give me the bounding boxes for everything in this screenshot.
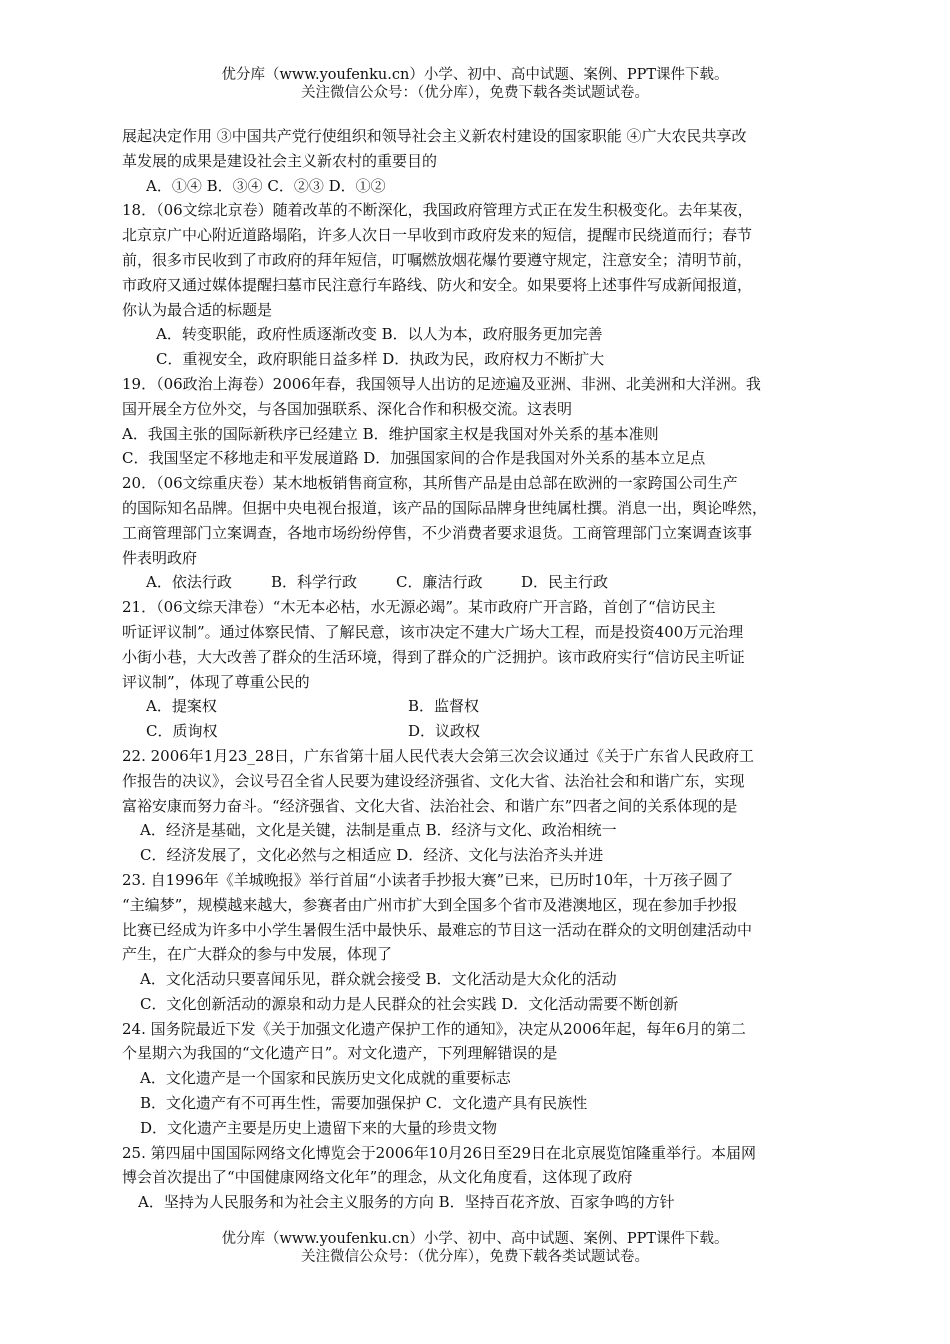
footer-line-1: 优分库（www.youfenku.cn）小学、初中、高中试题、案例、PPT课件下载。 <box>221 1231 729 1247</box>
question-23-line: 产生，在广大群众的参与中发展，体现了 <box>122 945 393 964</box>
question-19-line: 国开展全方位外交，与各国加强联系、深化合作和积极交流。这表明 <box>122 399 573 418</box>
option-b: B．科学行政 <box>271 573 358 592</box>
page-header <box>0 66 950 102</box>
option-line: A．转变职能，政府性质逐渐改变 B．以人为本，政府服务更加完善 <box>156 325 603 344</box>
question-25-line: 博会首次提出了“中国健康网络文化年”的理念，从文化角度看，这体现了政府 <box>122 1168 633 1187</box>
question-18-line: 市政府又通过媒体提醒扫墓市民注意行车路线、防火和安全。如果要将上述事件写成新闻报道， <box>122 275 753 294</box>
question-21-line: 听证评议制”。通过体察民情、了解民意，该市决定不建大广场大工程，而是投资400万元治理 <box>122 622 744 641</box>
question-24-line: 24. 国务院最近下发《关于加强文化遗产保护工作的通知》，决定从2006年起，每年6月的第二 <box>122 1019 746 1038</box>
option-b: B．监督权 <box>408 697 480 716</box>
question-21-line: 评议制”，体现了尊重公民的 <box>122 672 310 691</box>
question-18-line: 北京京广中心附近道路塌陷，许多人次日一早收到市政府发来的短信，提醒市民绕道而行；春节 <box>122 226 753 245</box>
option-line: A．文化遗产是一个国家和民族历史文化成就的重要标志 <box>140 1069 511 1088</box>
option-d: D．议政权 <box>408 722 481 741</box>
option-line: C．我国坚定不移地走和平发展道路 D．加强国家间的合作是我国对外关系的基本立足点 <box>122 449 706 468</box>
option-line: A．文化活动只要喜闻乐见，群众就会接受 B．文化活动是大众化的活动 <box>140 970 617 989</box>
question-20-line: 件表明政府 <box>122 548 198 567</box>
option-line: C．重视安全，政府职能日益多样 D．执政为民，政府权力不断扩大 <box>156 350 605 369</box>
option-line <box>122 570 838 595</box>
option-line: B．文化遗产有不可再生性，需要加强保护 C．文化遗产具有民族性 <box>140 1094 588 1113</box>
header-line-2: 关注微信公众号：（优分库），免费下载各类试题试卷。 <box>301 85 649 101</box>
option-line: A．经济是基础，文化是关键，法制是重点 B．经济与文化、政治相统一 <box>140 821 617 840</box>
question-24-line: 个星期六为我国的“文化遗产日”。对文化遗产，下列理解错误的是 <box>122 1044 558 1063</box>
footer-line-2: 关注微信公众号：（优分库），免费下载各类试题试卷。 <box>301 1249 649 1265</box>
option-d: D．民主行政 <box>521 573 609 592</box>
question-25-line: 25. 第四届中国国际网络文化博览会于2006年10月26日至29日在北京展览馆隆重举行。本届网 <box>122 1143 757 1162</box>
option-line: A．坚持为人民服务和为社会主义服务的方向 B．坚持百花齐放、百家争鸣的方针 <box>138 1193 675 1212</box>
question-20-line: 20．（06文综重庆卷）某木地板销售商宣称，其所售产品是由总部在欧洲的一家跨国公司生产 <box>122 474 738 493</box>
question-19-line: 19．（06政治上海卷）2006年春，我国领导人出访的足迹遍及亚洲、非洲、北美洲和大洋洲。我 <box>122 374 761 393</box>
option-line: A．我国主张的国际新秩序已经建立 B．维护国家主权是我国对外关系的基本准则 <box>122 424 659 443</box>
question-18-line: 18．（06文综北京卷）随着改革的不断深化，我国政府管理方式正在发生积极变化。去年某夜， <box>122 201 753 220</box>
question-20-line: 的国际知名品牌。但据中央电视台报道，该产品的国际品牌身世纯属杜撰。消息一出，舆论哗然， <box>122 498 768 517</box>
text-line: 展起决定作用 ③中国共产党行使组织和领导社会主义新农村建设的国家职能 ④广大农民共享改 <box>122 127 747 145</box>
option-line <box>122 694 838 719</box>
page-footer <box>0 1230 950 1266</box>
option-a: A．依法行政 <box>146 573 232 592</box>
question-22-line: 富裕安康而努力奋斗。“经济强省、文化大省、法治社会、和谐广东”四者之间的关系体现的是 <box>122 796 738 815</box>
text-line: 革发展的成果是建设社会主义新农村的重要目的 <box>122 151 438 170</box>
question-body <box>122 124 838 1215</box>
option-line: C．经济发展了，文化必然与之相适应 D．经济、文化与法治齐头并进 <box>140 846 604 865</box>
header-line-1: 优分库（www.youfenku.cn）小学、初中、高中试题、案例、PPT课件下载。 <box>221 67 729 83</box>
question-18-line: 你认为最合适的标题是 <box>122 300 273 319</box>
option-line: C．文化创新活动的源泉和动力是人民群众的社会实践 D．文化活动需要不断创新 <box>140 994 679 1013</box>
question-22-line: 作报告的决议》，会议号召全省人民要为建设经济强省、文化大省、法治社会和和谐广东，实现 <box>122 771 745 790</box>
question-20-line: 工商管理部门立案调查，各地市场纷纷停售，不少消费者要求退货。工商管理部门立案调查该事 <box>122 523 753 542</box>
question-21-line: 小街小巷，大大改善了群众的生活环境，得到了群众的广泛拥护。该市政府实行“信访民主听证 <box>122 647 745 666</box>
question-18-line: 前，很多市民收到了市政府的拜年短信，叮嘱燃放烟花爆竹要遵守规定，注意安全；清明节前， <box>122 250 753 269</box>
option-a: A．提案权 <box>146 697 217 716</box>
question-23-line: 23. 自1996年《羊城晚报》举行首届“小读者手抄报大赛”已来，已历时10年，十万孩子圆了 <box>122 870 734 889</box>
option-line: A．①④ B．③④ C．②③ D．①② <box>146 176 386 195</box>
option-c: C．廉洁行政 <box>396 573 483 592</box>
question-22-line: 22. 2006年1月23_28日，广东省第十届人民代表大会第三次会议通过《关于广东省人民政府工 <box>122 746 755 765</box>
question-23-line: 比赛已经成为许多中小学生暑假生活中最快乐、最难忘的节目这一活动在群众的文明创建活动中 <box>122 920 753 939</box>
question-21-line: 21．（06文综天津卷）“木无本必枯，水无源必竭”。某市政府广开言路，首创了“信访民主 <box>122 598 716 617</box>
option-line: D．文化遗产主要是历史上遗留下来的大量的珍贵文物 <box>140 1118 498 1137</box>
option-line <box>122 719 838 744</box>
question-23-line: “主编梦”，规模越来越大，参赛者由广州市扩大到全国多个省市及港澳地区，现在参加手抄报 <box>122 895 738 914</box>
option-c: C．质询权 <box>146 722 218 741</box>
